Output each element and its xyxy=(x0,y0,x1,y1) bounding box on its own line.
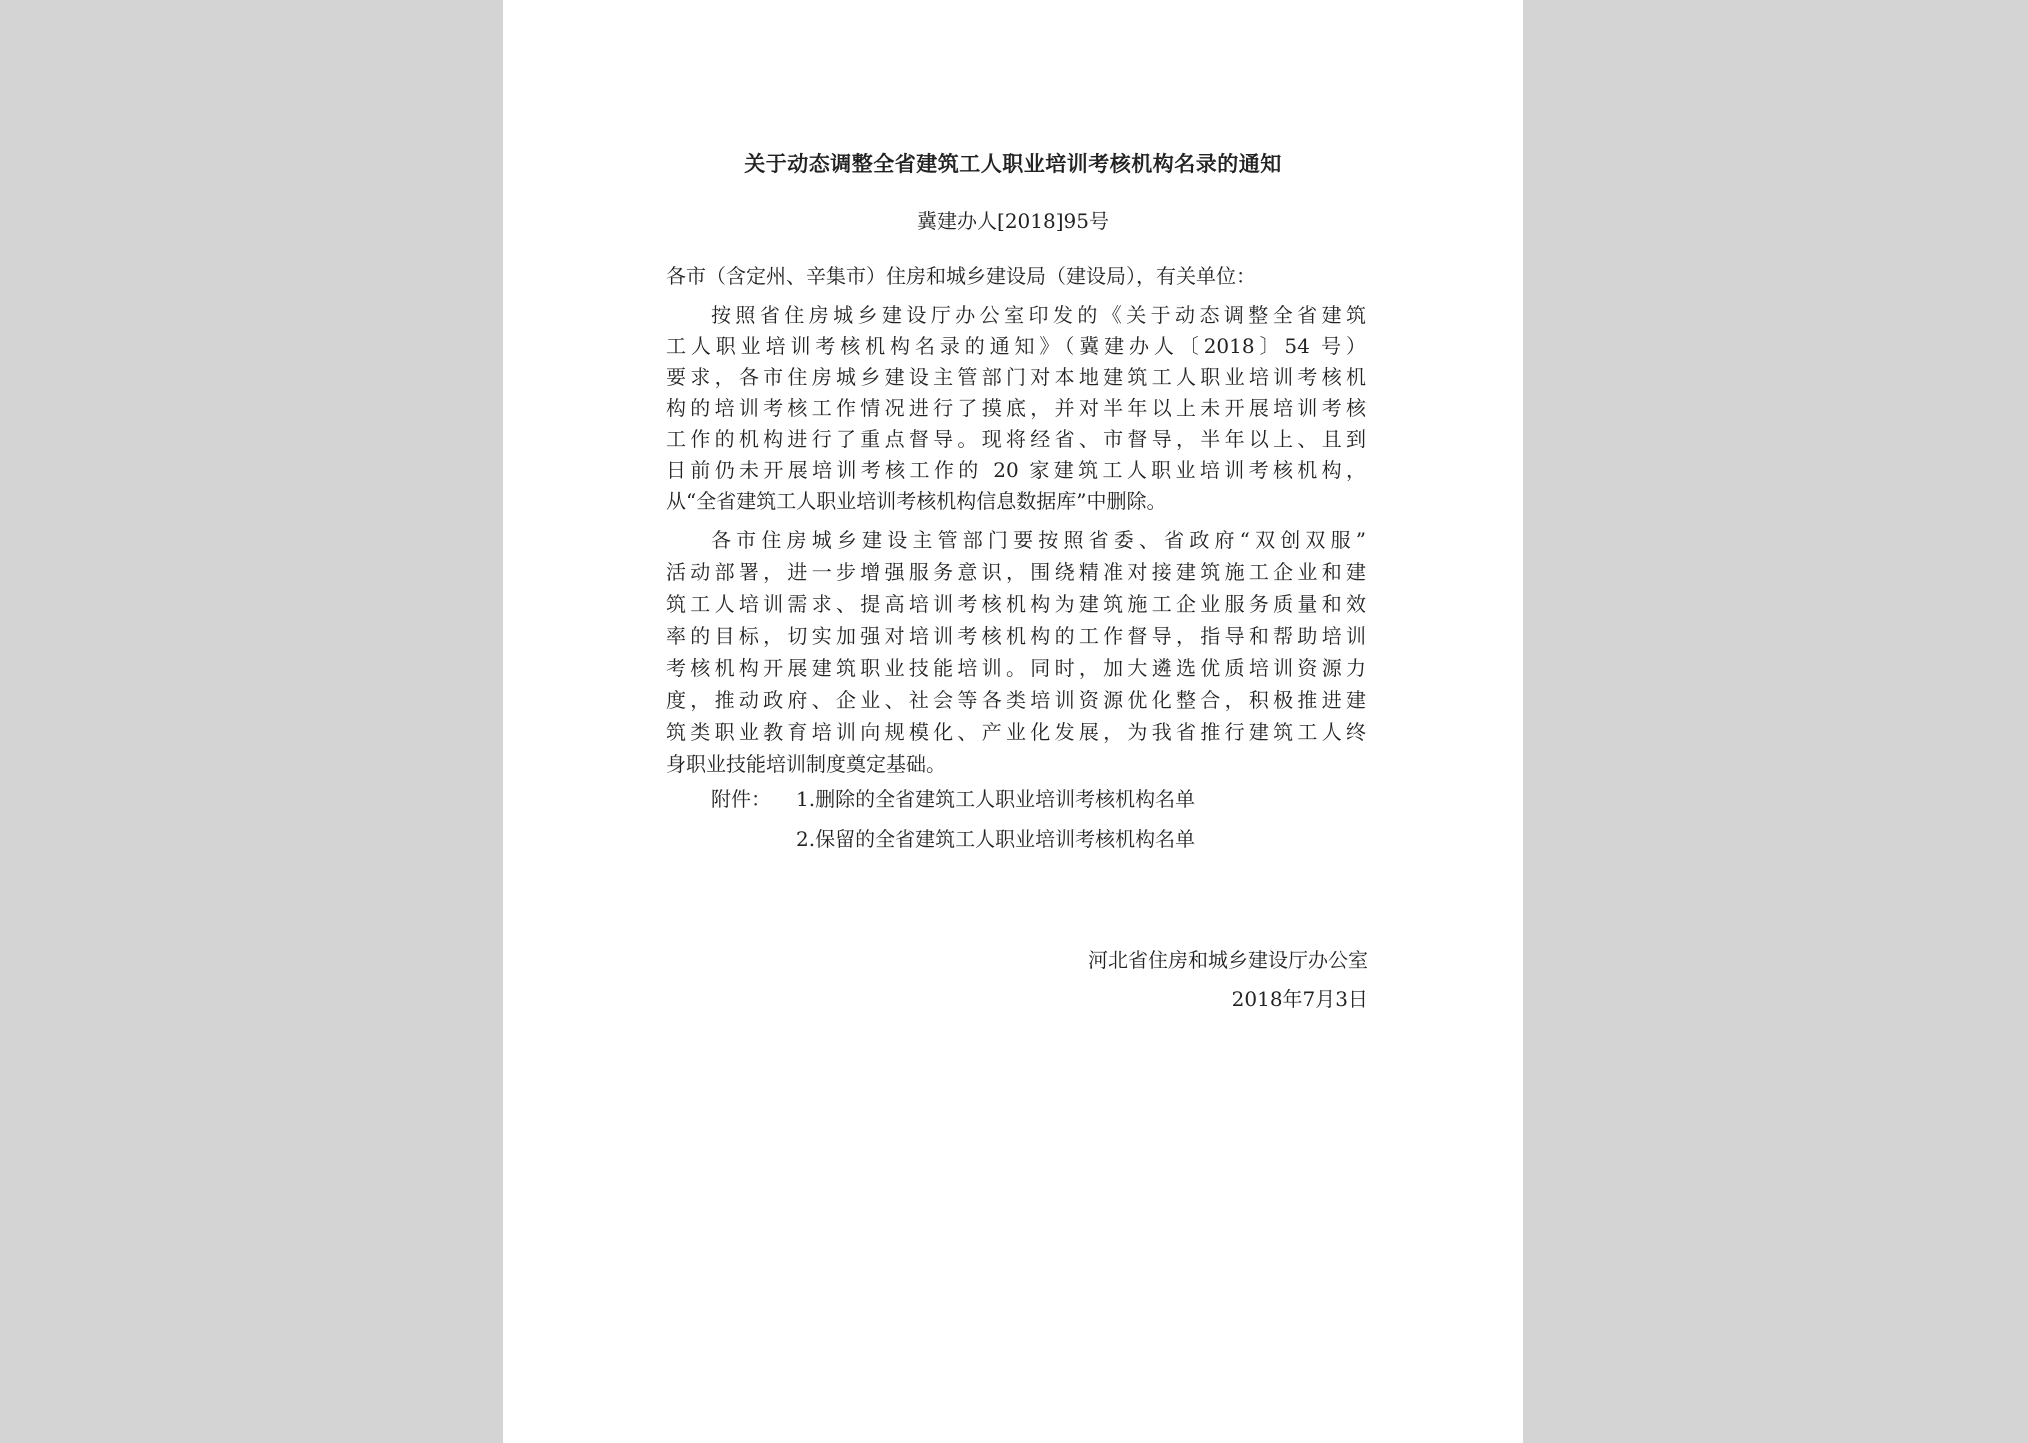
paragraph-1-line: 工作的机构进行了重点督导。现将经省、市督导，半年以上、且到 xyxy=(666,427,1366,451)
paragraph-2-line: 率的目标，切实加强对培训考核机构的工作督导，指导和帮助培训 xyxy=(666,624,1366,648)
attachment-item: 1.删除的全省建筑工人职业培训考核机构名单 xyxy=(796,787,1196,811)
paragraph-1-line: 从“全省建筑工人职业培训考核机构信息数据库”中删除。 xyxy=(666,489,1167,513)
page-title: 关于动态调整全省建筑工人职业培训考核机构名录的通知 xyxy=(744,151,1282,176)
paragraph-2-line: 度，推动政府、企业、社会等各类培训资源优化整合，积极推进建 xyxy=(666,688,1366,712)
paragraph-2-line: 活动部署，进一步增强服务意识，围绕精准对接建筑施工企业和建 xyxy=(666,560,1366,584)
signature-date: 2018年7月3日 xyxy=(1231,987,1368,1011)
document-number: 冀建办人[2018]95号 xyxy=(917,209,1109,233)
paragraph-1-line: 要求，各市住房城乡建设主管部门对本地建筑工人职业培训考核机 xyxy=(666,365,1366,389)
paragraph-1-line: 按照省住房城乡建设厅办公室印发的《关于动态调整全省建筑 xyxy=(711,303,1366,327)
attachment-label: 附件： xyxy=(711,787,771,811)
paragraph-2-line: 身职业技能培训制度奠定基础。 xyxy=(666,752,946,776)
signature-organization: 河北省住房和城乡建设厅办公室 xyxy=(1088,948,1368,972)
paragraph-2-line: 筑类职业教育培训向规模化、产业化发展，为我省推行建筑工人终 xyxy=(666,720,1366,744)
paragraph-1-line: 日前仍未开展培训考核工作的 20 家建筑工人职业培训考核机构， xyxy=(666,458,1366,482)
paragraph-1-line: 构的培训考核工作情况进行了摸底，并对半年以上未开展培训考核 xyxy=(666,396,1366,420)
paragraph-2-line: 考核机构开展建筑职业技能培训。同时，加大遴选优质培训资源力 xyxy=(666,656,1366,680)
document-page xyxy=(503,0,1523,1443)
paragraph-2-line: 筑工人培训需求、提高培训考核机构为建筑施工企业服务质量和效 xyxy=(666,592,1366,616)
attachment-item: 2.保留的全省建筑工人职业培训考核机构名单 xyxy=(796,827,1196,851)
salutation: 各市（含定州、辛集市）住房和城乡建设局（建设局），有关单位： xyxy=(666,264,1256,288)
paragraph-1-line: 工人职业培训考核机构名录的通知》（冀建办人〔2018〕54 号） xyxy=(666,334,1366,358)
paragraph-2-line: 各市住房城乡建设主管部门要按照省委、省政府“双创双服” xyxy=(711,528,1366,552)
